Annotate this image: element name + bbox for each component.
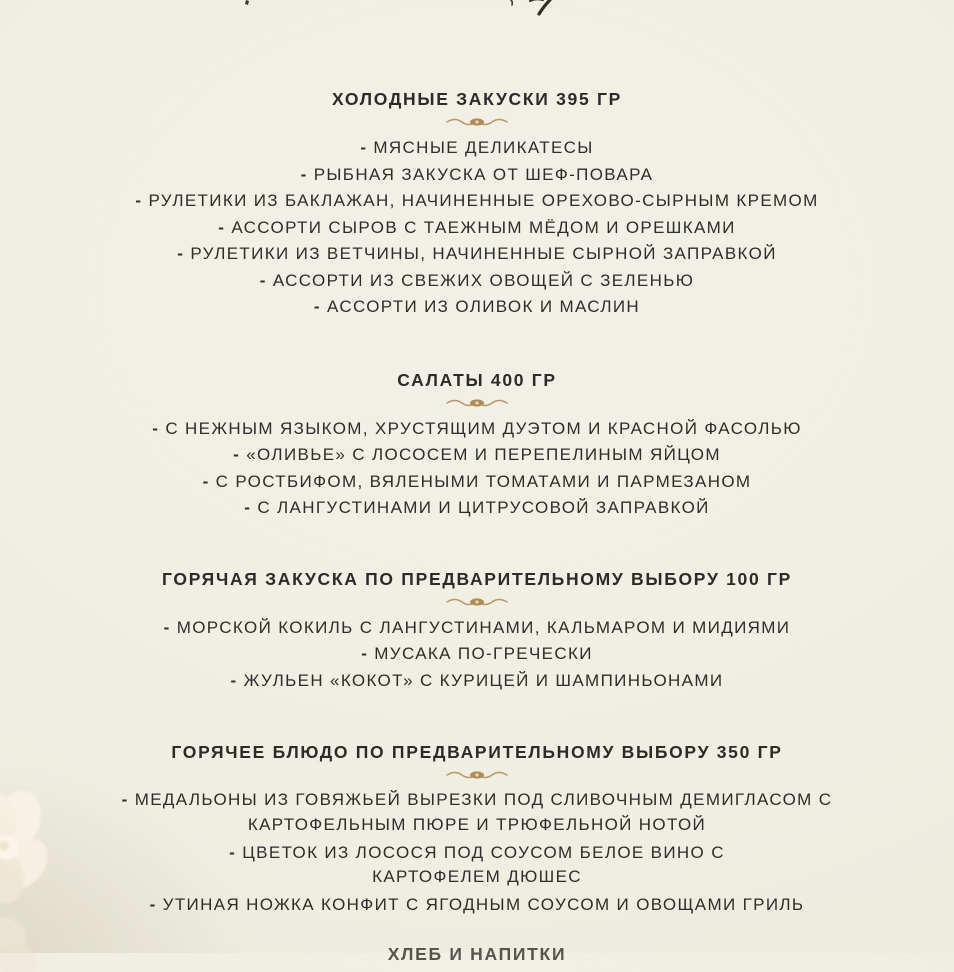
menu-section — [17, 88, 937, 321]
menu-item — [17, 162, 937, 189]
section-items — [17, 416, 937, 522]
bullet-dash: - — [121, 790, 135, 809]
menu-item-line: - МЯСНЫЕ ДЕЛИКАТЕСЫ — [360, 138, 594, 157]
section-heading: ХОЛОДНЫЕ ЗАКУСКИ 395 ГР — [332, 89, 622, 109]
menu-item-line: - АССОРТИ ИЗ СВЕЖИХ ОВОЩЕЙ С ЗЕЛЕНЬЮ — [259, 270, 695, 290]
menu-item-line: КАРТОФЕЛЕМ ДЮШЕС — [372, 867, 582, 886]
menu-item — [17, 893, 937, 918]
section-items — [17, 788, 937, 918]
bullet-dash: - — [177, 244, 191, 263]
menu-item-line: - АССОРТИ СЫРОВ С ТАЕЖНЫМ МЁДОМ И ОРЕШКАМИ — [218, 217, 736, 237]
section-heading: ГОРЯЧАЯ ЗАКУСКА ПО ПРЕДВАРИТЕЛЬНОМУ ВЫБОРУ 100 ГР — [162, 568, 792, 589]
bullet-dash: - — [152, 418, 166, 438]
menu-item-line: - «ОЛИВЬЕ» С ЛОСОСЕМ И ПЕРЕПЕЛИНЫМ ЯЙЦОМ — [233, 445, 721, 464]
bullet-dash: - — [163, 617, 177, 637]
menu-item-line: - МЕДАЛЬОНЫ ИЗ ГОВЯЖЬЕЙ ВЫРЕЗКИ ПОД СЛИВОЧНЫМ ДЕМИГЛАСОМ С — [121, 790, 833, 809]
section-heading: САЛАТЫ 400 ГР — [397, 369, 557, 390]
menu-item — [17, 442, 937, 469]
menu-item — [17, 469, 937, 496]
bullet-dash: - — [259, 270, 273, 290]
menu-item-line: - РУЛЕТИКИ ИЗ БАКЛАЖАН, НАЧИНЕННЫЕ ОРЕХОВО-СЫРНЫМ КРЕМОМ — [135, 191, 819, 210]
menu-item — [17, 241, 937, 268]
gold-scroll-divider-icon — [289, 595, 665, 608]
menu-item — [17, 615, 937, 642]
bullet-dash: - — [149, 895, 163, 914]
section-heading: ГОРЯЧЕЕ БЛЮДО ПО ПРЕДВАРИТЕЛЬНОМУ ВЫБОРУ 350 ГР — [171, 742, 783, 762]
section-items — [17, 135, 937, 321]
gold-scroll-divider-icon — [289, 396, 665, 409]
gold-scroll-divider-icon — [289, 115, 665, 128]
bullet-dash: - — [218, 217, 232, 237]
menu-item-line: - РЫБНАЯ ЗАКУСКА ОТ ШЕФ-ПОВАРА — [300, 164, 654, 184]
menu-section — [17, 369, 937, 522]
menu-item-line: - МОРСКОЙ КОКИЛЬ С ЛАНГУСТИНАМИ, КАЛЬМАРОМ И МИДИЯМИ — [163, 617, 791, 637]
menu-item — [17, 641, 937, 668]
bullet-dash: - — [300, 164, 314, 184]
menu-item — [17, 668, 937, 695]
bullet-dash: - — [361, 644, 375, 663]
bullet-dash: - — [230, 670, 244, 690]
menu-item — [17, 495, 937, 522]
bullet-dash: - — [244, 498, 258, 517]
menu-item-line: - УТИНАЯ НОЖКА КОНФИТ С ЯГОДНЫМ СОУСОМ И ОВОЩАМИ ГРИЛЬ — [149, 895, 805, 914]
menu-section — [17, 568, 937, 695]
bullet-dash: - — [135, 191, 149, 210]
bullet-dash: - — [229, 842, 243, 862]
menu-section — [17, 741, 937, 918]
menu-item-line: - С НЕЖНЫМ ЯЗЫКОМ, ХРУСТЯЩИМ ДУЭТОМ И КРАСНОЙ ФАСОЛЬЮ — [152, 418, 802, 438]
menu-item — [17, 788, 937, 837]
menu-item-line: - С ЛАНГУСТИНАМИ И ЦИТРУСОВОЙ ЗАПРАВКОЙ — [244, 498, 710, 517]
menu-item — [17, 416, 937, 443]
menu-item — [17, 215, 937, 242]
menu-item-line: - МУСАКА ПО-ГРЕЧЕСКИ — [361, 644, 593, 663]
gold-scroll-divider-icon — [289, 768, 665, 781]
menu-item-line: КАРТОФЕЛЬНЫМ ПЮРЕ И ТРЮФЕЛЬНОЙ НОТОЙ — [247, 814, 707, 834]
menu-item — [17, 841, 937, 890]
menu-item-line: - ЖУЛЬЕН «КОКОТ» С КУРИЦЕЙ И ШАМПИНЬОНАМИ — [230, 670, 724, 690]
menu-item — [17, 268, 937, 295]
menu-item — [17, 294, 937, 321]
section-items — [17, 615, 937, 695]
menu-item-line: - АССОРТИ ИЗ ОЛИВОК И МАСЛИН — [313, 297, 641, 316]
bullet-dash: - — [233, 445, 247, 464]
bullet-dash: - — [360, 138, 374, 157]
menu-item — [17, 135, 937, 162]
menu-item-line: - ЦВЕТОК ИЗ ЛОСОСЯ ПОД СОУСОМ БЕЛОЕ ВИНО С — [229, 842, 725, 862]
menu-item-line: - С РОСТБИФОМ, ВЯЛЕНЫМИ ТОМАТАМИ И ПАРМЕЗАНОМ — [202, 471, 752, 491]
bottom-partial-heading: ХЛЕБ И НАПИТКИ — [387, 944, 567, 964]
bullet-dash: - — [202, 471, 216, 491]
menu-item — [17, 188, 937, 215]
menu-item-line: - РУЛЕТИКИ ИЗ ВЕТЧИНЫ, НАЧИНЕННЫЕ СЫРНОЙ ЗАПРАВКОЙ — [177, 244, 777, 263]
bullet-dash: - — [313, 297, 328, 316]
menu-sections — [0, 88, 954, 918]
